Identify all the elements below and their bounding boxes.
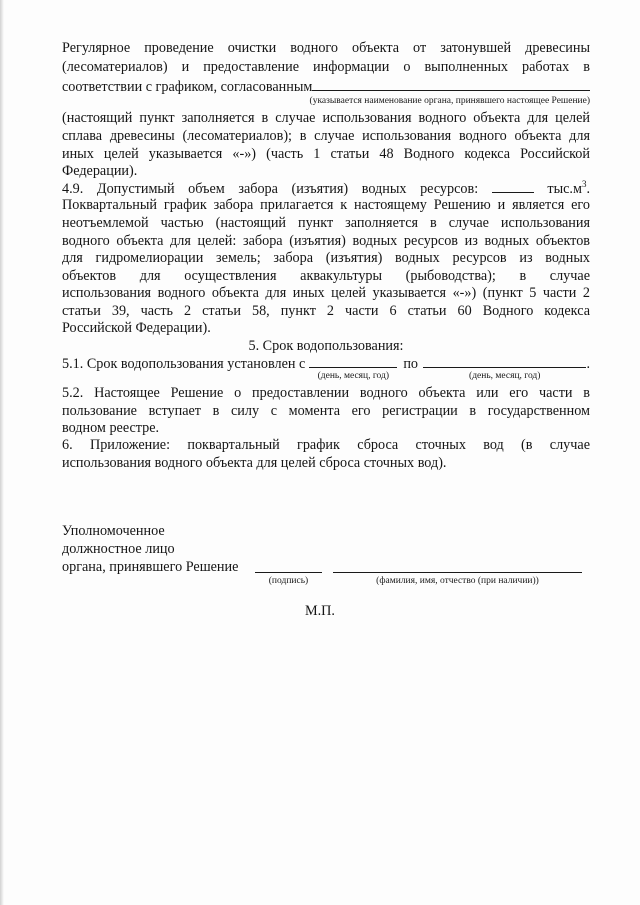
clause-4-9-line: статьи 39, часть 2 статьи 58, пункт 2 части 6 статьи 60 Водного кодекса <box>62 303 590 319</box>
clause-5-1-lead: 5.1. Срок водопользования установлен с <box>62 356 306 372</box>
clause-5-2-line: водном реестре. <box>62 420 160 436</box>
clause-4-9-line: водного объекта для целей: забора (изъятия) водных ресурсов из водных объектов <box>62 233 590 249</box>
clause-5-2-line: 5.2. Настоящее Решение о предоставлении водного объекта или его части в <box>62 385 590 401</box>
end-date-blank <box>423 354 586 381</box>
full-name-caption: (фамилия, имя, отчество (при наличии)) <box>376 576 539 586</box>
clause-4-8-line: Регулярное проведение очистки водного объекта от затонувшей древесины <box>62 40 590 56</box>
section-6-line: использования водного объекта для целей сброса сточных вод). <box>62 455 447 471</box>
clause-4-8-note-line: иных целей указывается «-») (часть 1 статьи 48 Водного кодекса Российской <box>62 146 590 162</box>
full-name-blank <box>333 559 582 586</box>
clause-5-1-line <box>62 354 590 381</box>
organ-caption: (указывается наименование органа, принявшего настоящее Решение) <box>309 96 590 106</box>
signatory-line: Уполномоченное <box>62 523 165 539</box>
start-date-caption: (день, месяц, год) <box>317 371 390 381</box>
clause-5-2-line: пользование вступает в силу с момента его регистрации в государственном <box>62 403 590 419</box>
section-5-heading: 5. Срок водопользования: <box>248 338 404 354</box>
water-volume-blank <box>492 179 534 193</box>
clause-4-9-line: неотъемлемой частью (настоящий пункт заполняется в случае использования <box>62 215 590 231</box>
clause-5-1-period: . <box>586 356 590 372</box>
clause-4-9-line: объектов для осуществления аквакультуры (рыбоводства); в случае <box>62 268 590 284</box>
to-word: по <box>403 356 419 372</box>
clause-4-9-line: использования водного объекта для иных целей указывается «-») (пункт 5 части 2 <box>62 285 590 301</box>
clause-4-8-note-line: (настоящий пункт заполняется в случае использования водного объекта для целей <box>62 110 590 126</box>
agreeing-organ-blank <box>312 77 590 91</box>
signature-blank <box>255 559 322 586</box>
clause-4-8-note-line: Федерации). <box>62 163 138 179</box>
signatory-row <box>62 558 590 586</box>
clause-4-9-line: Поквартальный график забора прилагается к настоящему Решению и является его <box>62 197 590 213</box>
scan-edge-shadow <box>0 0 4 905</box>
end-date-caption: (день, месяц, год) <box>469 371 541 381</box>
stamp-place-label: М.П. <box>305 603 335 619</box>
clause-4-8-line: соответствии с графиком, согласованным <box>62 79 313 95</box>
volume-unit: тыс.м <box>547 181 582 197</box>
volume-unit-period: . <box>586 181 591 197</box>
start-date-blank <box>309 354 397 381</box>
signatory-line: органа, принявшего Решение <box>62 559 239 575</box>
signature-caption: (подпись) <box>268 576 309 586</box>
clause-4-9-line: Российской Федерации). <box>62 320 211 336</box>
signatory-line: должностное лицо <box>62 541 175 557</box>
clause-4-8-note-line: сплава древесины (лесоматериалов); в случае использования водного объекта для <box>62 128 590 144</box>
clause-4-8-line: (лесоматериалов) и предоставление информации о выполненных работах в <box>62 59 590 75</box>
clause-4-9-lead: 4.9. Допустимый объем забора (изъятия) водных ресурсов: <box>62 181 479 197</box>
volume-unit-exponent: 3 <box>581 179 587 189</box>
clause-4-9-line: для гидромелиорации земель; забора (изъятия) водных ресурсов из водных <box>62 250 590 266</box>
section-6-line: 6. Приложение: поквартальный график сброса сточных вод (в случае <box>62 437 590 453</box>
clause-4-8-agreed-line <box>62 77 590 96</box>
